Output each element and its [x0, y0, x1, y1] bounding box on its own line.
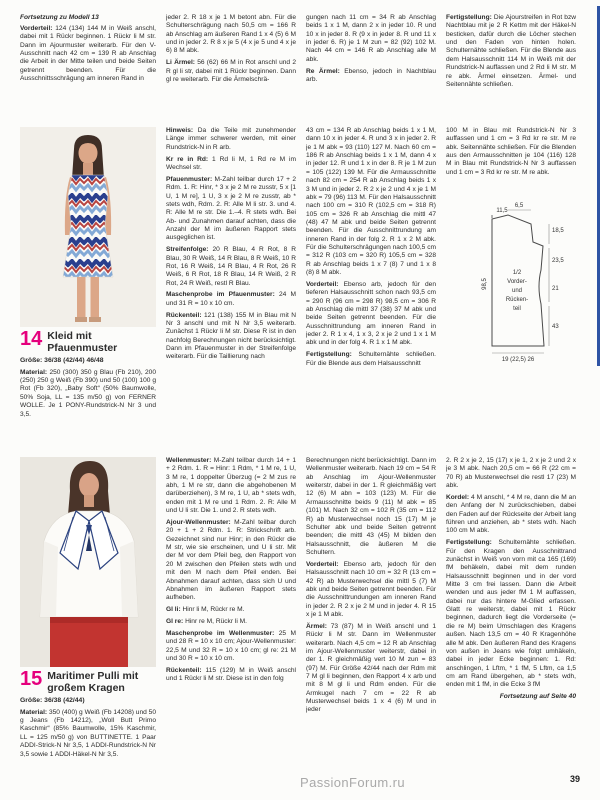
paragraph-vorderteil-m13 [20, 25, 156, 84]
paragraph-text: 56 (62) 66 M in Rot anschl und 2 R gl li str, dabei mit 1 Rückr beginnen. Dann gl re weiterarb. Für die Ärmelschrä- [166, 59, 296, 84]
model15-heading [20, 670, 156, 694]
paragraph-label: Fertigstellung: [306, 351, 359, 359]
part-label-3: und [511, 288, 523, 295]
paragraph-pfauenmuster [166, 176, 296, 243]
paragraph-wellenmuster [166, 457, 296, 516]
paragraph-vorderteil [306, 561, 436, 620]
size-value: 36/38 (42/44) [44, 697, 85, 705]
measure-side-upper: 23,5 [552, 258, 564, 265]
paragraph-label: Rückenteil: [166, 666, 206, 674]
paragraph-fertigstellung [446, 539, 576, 689]
paragraph-text: 100 M in Blau mit Rundstrick-N Nr 3 auffassen und 1 cm = 3 Rd kr re str. M re abk. Seitennähte schließen. Für die Blenden aus den Armausschnitten je 104 (116) 128 M in Blau mit Rundstrick-N Nr 3 auffassen und 1 cm = 3 Rd kr re str. M re abk. [446, 127, 576, 176]
paragraph-maschenprobe [166, 630, 296, 663]
model15-number: 15 [20, 668, 43, 690]
photo-dress-model [20, 127, 156, 327]
paragraph-rueckenteil [166, 667, 296, 684]
model14-heading [20, 330, 156, 354]
model15-title: Maritimer Pulli mit großem Kragen [47, 670, 139, 694]
paragraph-label: Fertigstellung: [446, 14, 494, 21]
measure-side-lower: 43 [552, 324, 559, 331]
model15-col-3 [306, 457, 436, 769]
paragraph-label: Vorderteil: [306, 560, 344, 568]
top-col-1 [20, 14, 156, 119]
sweater-illustration [20, 457, 156, 667]
paragraph-text: 4 M anschl, * 4 M re, dann die M an den Anfang der N zurückschieben, dabei den Faden auf der Rückseite der Arbeit lang führen und anziehen, ab * stets wdh. Nach 100 cm M abk. [446, 493, 576, 535]
model15-col-2 [166, 457, 296, 769]
paragraph-li-aermel [166, 59, 296, 84]
paragraph-gl-li [166, 606, 296, 614]
paragraph-label: Maschenprobe im Wellenmuster: [166, 629, 279, 637]
size-label: Größe: [20, 357, 45, 365]
paragraph-text: Ebenso, jedoch in Nachtblau arb. [306, 67, 436, 84]
measure-side-mid: 21 [552, 286, 559, 293]
model15-col-4 [446, 457, 576, 769]
paragraph-rueckenteil [166, 312, 296, 362]
paragraph-text: Ebenso arb, jedoch für den tieferen Halsausschnitt schon nach 93,5 cm = 290 R (96 cm = 298 R) 98,5 cm = 306 R ab Anschlag die mittl 37 (38) 37 M abk und beide Seiten getrennt beenden. Für die Ausschnittrundung am inneren Rand in jeder 2. R 1 x 4, 1 x 3, 2 x je 2 und 1 x 1 M abk und in der folg 4. R 1 x 1 M abk. [306, 280, 436, 347]
paragraph-text: Die Ajourstreifen in Rot bzw Nachtblau mit je 2 R Kettm mit der Häkel-N besticken, dafür durch die Löcher stechen und den Faden von hinten holen. Schulternähte schließen. Für die Blende aus dem Halsausschnitt 114 M in Weiß mit der Rundstrick-N auffassen und 2 Rd li M str. M re abk. Ärmel einsetzen. Ärmel- und Seitennähte schließen. [446, 14, 576, 88]
model14-size [20, 357, 156, 366]
model14-col-4 [446, 127, 576, 447]
paragraph-continued [166, 14, 296, 56]
top-col-3 [306, 14, 436, 119]
paragraph-text: 24 M und 31 R = 10 x 10 cm. [166, 291, 296, 307]
part-label-5: teil [513, 306, 521, 313]
measure-hem: 19 (22,5) 26 [501, 357, 535, 364]
top-col-2 [166, 14, 296, 119]
part-label-4: Rücken- [505, 297, 529, 304]
paragraph-text: 43 cm = 134 R ab Anschlag beids 1 x 1 M, dann 10 x in jeder 4. R und 3 x in jeder 2. R je 1 M abk = 93 (110) 127 M. Nach 60 cm = 186 R ab Anschlag beids 1 x 1 M, dann 4 x in jeder 12. R und 1 x in der 8. R je 1 M zun = 105 (122) 139 M. Für die Armausschnitte nach 82 cm = 254 R ab Anschlag beids 1 x 3 M und in jeder 2. R 2 x je 2 und 4 x je 1 M abk = 79 (96) 113 M. Für den Halsausschnitt nach 100 cm = 310 R (102,5 cm = 318 R) 105 cm = 326 R ab Anschlag die mittl 47 (48) 47 M abk und beide Seiten getrennt beenden. Für die Ausschnittrundung am inneren Rand in der folg 2. R 1 x 2 M abk. Für die Schulterschrägungen nach 100,5 cm = 312 R (103 cm = 320 R) 105,5 cm = 328 R ab Anschlag beids 1 x 7 (8) 7 und 1 x 8 (8) 8 M abk. [306, 127, 436, 277]
page-number: 39 [569, 774, 580, 784]
paragraph-text: 350 (400) g Weiß (Fb 14208) und 50 g Jeans (Fb 14212), „Woll Butt Primo Kaschmir“ (85% Baumwolle, 15% Kaschmir, LL = 125 m/50 g) von BUTTINETTE. 1 Paar ADDI-Strick-N Nr 3,5, 1 ADDI-Rundstrick-N Nr 3,5 sowie 1 ADDI-Häkel-N Nr 3,5. [20, 708, 156, 758]
model14-number: 14 [20, 328, 43, 350]
paragraph-continued [446, 127, 576, 177]
paragraph-text: Hinr re M, Rückr li M. [185, 617, 247, 625]
measure-neck: 11,5 [496, 208, 508, 215]
paragraph-streifenfolge [166, 246, 296, 288]
paragraph-text: M-Zahl teilbar durch 20 + 1 + 2 Rdm. 1. R: Strickschrift arb. Gezeichnet sind nur Hinr; in den Rückr die M str, wie sie erscheinen, und U li str. Mit der M vor dem Pfeil beg, den Rapport von 20 M zwischen den Pfeilen stets wdh und mit den M nach dem Pfeil enden. Bei Abnahmen darauf achten, dass sich U und Abnahmen im äußeren Rapport stets aufheben. [166, 519, 296, 602]
paragraph-text: Hinr li M, Rückr re M. [182, 606, 245, 614]
paragraph-label: Material: [20, 708, 49, 716]
paragraph-text: M-Zahl teilbar durch 14 + 1 + 2 Rdm. 1. R = Hinr: 1 Rdm, * 1 M re, 1 U, 3 M re, 1 doppelter Überzug (= 2 M zus re abh, 1 M re str, dann die abgehobenen M darüberziehen), 3 M re, 1 U, ab * stets wdh, enden mit 1 M re und 1 Rdm. 2. R: Alle M und U li str. Die 1. und 2. R stets wdh. [166, 457, 296, 515]
paragraph-text: Schulternähte schließen. Für den Kragen den Ausschnittrand zunächst in Weiß von vorn mit ca 165 (169) fM behäkeln, dabei mit dem runden Halsausschnitt beginnen und in der vord Mitte 3 cm frei lassen. Dann die Arbeit wenden und aus jeder fM 1 M auffassen, dabei nur das hintere M-Glied erfassen. Glatt re weiterstr, dabei mit 1 Rückr beginnen, dadurch liegt die Vorderseite (= die re M) beim Umschlagen des Kragens außen. Nach 13,5 cm = 40 R Kragenhöhe alle M abk. Den äußeren Rand des Kragens von außen in Jeans wie folgt umhäkeln, dabei in jeder Ecke beginnen: 1. Rd: anschlingen, 1 Lftm, * 1 fM, 5 Lftm, ca 1,5 cm am Rand übergehen, ab * stets wdh, enden mit 1 fM, in die Ecke 3 fM [446, 539, 576, 689]
paragraph-text: 2. R 2 x je 2, 15 (17) x je 1, 2 x je 2 und 2 x je 3 M abk. Nach 20,5 cm = 66 R (22 cm = 70 R) ab Musterwechsel die restl 17 (23) M abk. [446, 457, 576, 490]
model15-col-1 [20, 457, 156, 769]
paragraph-fertigstellung-m13 [446, 14, 576, 89]
paragraph-aermel [306, 623, 436, 715]
model14-col-2 [166, 127, 296, 447]
paragraph-fertigstellung [306, 351, 436, 368]
paragraph-text: Schulternähte schließen. Für die Blende aus dem Halsausschnitt [306, 351, 436, 367]
paragraph-text: jeder 2. R 18 x je 1 M betont abn. Für die Schulterschrägung nach 50,5 cm = 166 R ab Anschlag am äußeren Rand 1 x 4 (5) 6 M und in jeder 2. R 8 x je 5 (4 x je 5 und 4 x je 6) 8 M abk. [166, 14, 296, 55]
measure-armhole: 18,5 [552, 228, 564, 235]
paragraph-text: Ebenso arb, jedoch für den Halsausschnitt nach 10 cm = 32 R (13 cm = 42 R) ab Musterwechsel die mittl 5 (7) M abk und beide Seiten getrennt beenden. Für die Ausschnittrundungen am inneren Rand in jeder 2. R 2 x je 2 M und in jeder 4. R 15 x je 1 M abk. [306, 560, 436, 618]
paragraph-text: Da die Teile mit zunehmender Länge immer schwerer werden, mit einer Rundstrick-N in R arb. [166, 127, 296, 151]
paragraph-label: Streifenfolge: [166, 246, 213, 254]
model14-material [20, 369, 156, 419]
model15-material [20, 709, 156, 759]
model14-col-3 [306, 127, 436, 447]
model14-section [20, 127, 580, 447]
watermark: PassionForum.ru [300, 775, 405, 790]
part-label-2: Vorder- [507, 279, 527, 286]
paragraph-text: 20 R Blau, 4 R Rot, 8 R Blau, 30 R Weiß, 14 R Blau, 8 R Weiß, 10 R Rot, 16 R Weiß, 14 R Blau, 4 R Rot, 26 R Weiß, 6 R Rot, 18 R Blau, 14 R Weiß, 2 R Rot, 24 R Weiß, restl R Blau. [166, 246, 296, 287]
paragraph-label: Ärmel: [306, 622, 331, 630]
paragraph-label: Kordel: [446, 493, 471, 501]
paragraph-maschenprobe [166, 291, 296, 308]
paragraph-label: Re Ärmel: [306, 67, 345, 75]
paragraph-kordel [446, 494, 576, 536]
paragraph-label: Pfauenmuster: [166, 175, 215, 183]
paragraph-re-aermel [306, 68, 436, 85]
paragraph-text: M-Zahl teilbar durch 17 + 2 Rdm. 1. R: Hinr, * 3 x je 2 M re zusstr, 5 x [1 U, 1 M re], 1 U, 3 x je 2 M re zusstr, ab * stets wdh, Rdm. 2. R: Alle M li str. 3. und 4. R: Alle M re str. Die 1.–4. R stets wdh. Bei Ab- und Zunahmen darauf achten, dass die Anzahl der M im äußeren Rapport stets ausgeglichen ist. [166, 175, 296, 242]
continuation-header: Fortsetzung zu Modell 13 [20, 14, 99, 21]
paragraph-text: Berechnungen nicht berücksichtigt. Dann im Wellenmuster weiterarb. Nach 19 cm = 54 R ab Anschlag im Ajour-Wellenmuster weiterstr, dabei in der 1. R gleichmäßig vert 12 (6) M abn = 103 (123) M. Für die Armausschnitte beids 9 (11) M abk = 85 (101) M. Nach 32 cm = 102 R (35 cm = 112 R) ab Musterwechsel noch 15 (17) M je Schulter abk und beide Seiten getrennt beenden; die mittl 43 (45) M bilden den Halsausschnitt, die äußeren M die Schultern. [306, 457, 436, 556]
paragraph-text: 250 (300) 350 g Blau (Fb 210), 200 (250) 250 g Weiß (Fb 390) und 50 (100) 100 g Rot (Fb 320), „Baby Soft“ (50% Baumwolle, 50% Soja, LL = 135 m/50 g) von FERNER WOLLE. Je 1 PONY-Rundstrick-N Nr 3 und 3,5. [20, 368, 156, 418]
paragraph-text: 115 (129) M in Weiß anschl und 1 Rückr li M str. Diese ist in den folg [166, 666, 296, 683]
paragraph-text: gungen nach 11 cm = 34 R ab Anschlag beids 1 x 1 M, dann 2 x in jeder 10. R und 10 x in jeder 8. R (9 x in jeder 8. R und 11 x in jeder 6. R) je 1 M zun = 82 (92) 102 M. Nach 44 cm = 146 R ab Anschlag alle M abk. [306, 14, 436, 63]
continuation-note: Fortsetzung auf Seite 40 [499, 693, 576, 701]
paragraph-continued [306, 127, 436, 277]
dress-illustration [20, 127, 156, 327]
model14-col-1 [20, 127, 156, 447]
model14-title: Kleid mit Pfauenmuster [47, 330, 118, 354]
top-section [20, 14, 580, 119]
paragraph-continued [306, 457, 436, 557]
paragraph-continued [446, 457, 576, 490]
measure-length: 98,5 [482, 278, 488, 290]
paragraph-label: Vorderteil: [306, 280, 344, 288]
paragraph-text: 25 M und 28 R = 10 x 10 cm; Ajour-Wellenmuster: 22,5 M und 32 R = 10 x 10 cm; gl re: 21 M und 30 R = 10 x 10 cm. [166, 629, 296, 662]
paragraph-label: Maschenprobe im Pfauenmuster: [166, 291, 279, 299]
part-label-1: 1/2 [512, 270, 522, 277]
paragraph-gl-re [166, 618, 296, 626]
model15-section [20, 457, 580, 769]
paragraph-vorderteil [306, 281, 436, 348]
paragraph-label: Hinweis: [166, 127, 198, 134]
size-label: Größe: [20, 697, 45, 705]
size-value: 36/38 (42/44) 46/48 [44, 357, 104, 365]
measure-shoulder: 6,5 [514, 203, 524, 210]
paragraph-label: Wellenmuster: [166, 457, 214, 464]
schematic-drawing [446, 182, 576, 364]
paragraph-label: Kr re in Rd: [166, 155, 213, 163]
paragraph-hinweis [166, 127, 296, 152]
paragraph-continued [306, 14, 436, 64]
model15-size [20, 697, 156, 706]
paragraph-label: Gl li: [166, 606, 183, 614]
paragraph-kr-re [166, 156, 296, 173]
pattern-schematic [446, 182, 576, 364]
paragraph-label: Vorderteil: [20, 24, 56, 32]
paragraph-label: Fertigstellung: [446, 539, 499, 547]
paragraph-label: Rückenteil: [166, 311, 205, 319]
paragraph-label: Li Ärmel: [166, 59, 198, 67]
paragraph-label: Ajour-Wellenmuster: [166, 519, 235, 527]
paragraph-label: Gl re: [166, 617, 186, 625]
paragraph-text: 73 (87) M in Weiß anschl und 1 Rückr li M str. Dann im Wellenmuster weiterarb. Nach 4,5 cm = 12 R ab Anschlag im Ajour-Wellenmuster weiterstr, dabei in der 1. R gleichmäßig vert 10 M zun = 83 (97) M. Für Größe 42/44 nach der Rdm mit 7 M gl li beginnen, den Rapport 4 x arb und mit 8 M gl li und Rdm enden. Für die Armkugel nach 7 cm = 22 R ab Musterwechsel beids 1 x 4 (6) M und in jeder [306, 622, 436, 714]
paragraph-text: 124 (134) 144 M in Weiß anschl, dabei mit 1 Rückr beginnen. 1 Rückr li M str. Dann im Ajourmuster weiterarb. Für den V-Ausschnitt nach 42 cm = 139 R ab Anschlag die Arbeit in der Mitte teilen und beide Seiten getrennt beenden. Für die Ausschnittsschrägung am inneren Rand in [20, 24, 156, 83]
paragraph-ajour-wellenmuster [166, 519, 296, 603]
paragraph-text: 1 Rd li M, 1 Rd re M im Wechsel str. [166, 155, 296, 171]
photo-sweater-model [20, 457, 156, 667]
top-col-4 [446, 14, 576, 119]
paragraph-label: Material: [20, 368, 50, 376]
paragraph-text: 121 (138) 155 M in Blau mit N Nr 3 anschl und mit N Nr 3,5 weiterarb. Zunächst 1 Rückr li M str. Diese R ist in den nachfolg Berechnungen nicht berücksichtigt. Dann im Pfauenmuster in der Streifenfolge weiterarb. Für die Taillierung nach [166, 311, 296, 361]
